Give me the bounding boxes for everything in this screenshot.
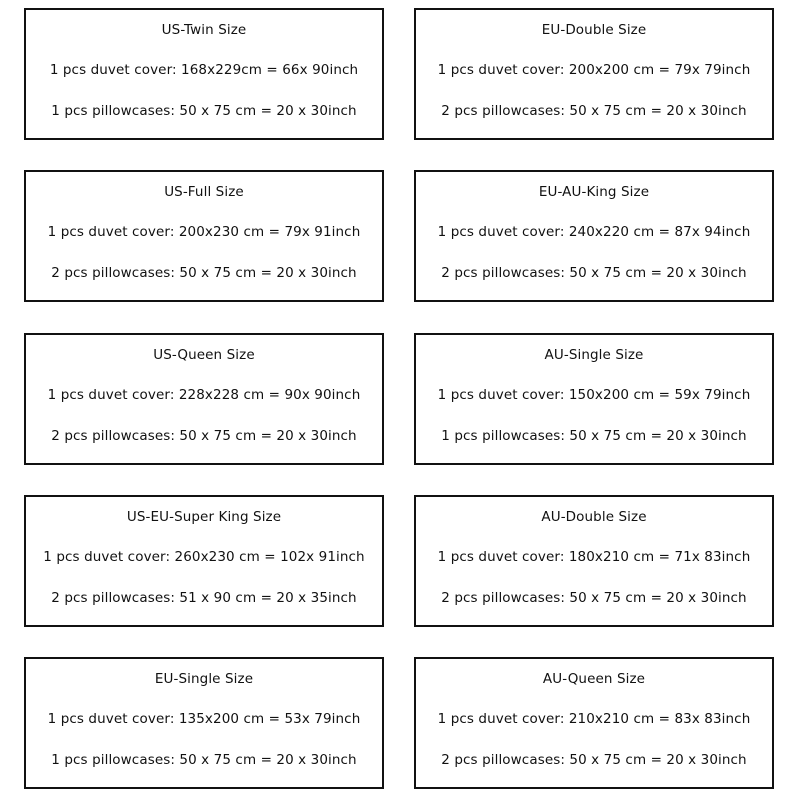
pillowcase-spec: 2 pcs pillowcases: 51 x 90 cm = 20 x 35inch — [51, 590, 357, 606]
duvet-cover-spec: 1 pcs duvet cover: 168x229cm = 66x 90inch — [49, 62, 359, 78]
size-title: US-Queen Size — [153, 347, 255, 363]
duvet-cover-spec: 1 pcs duvet cover: 135x200 cm = 53x 79inch — [47, 711, 361, 727]
duvet-cover-spec: 1 pcs duvet cover: 150x200 cm = 59x 79inch — [437, 387, 751, 403]
size-title: EU-AU-King Size — [538, 184, 650, 200]
size-card-us-eu-super-king — [24, 495, 384, 627]
pillowcase-spec: 2 pcs pillowcases: 50 x 75 cm = 20 x 30inch — [441, 752, 747, 768]
size-title: US-EU-Super King Size — [126, 509, 282, 525]
size-card-au-single — [414, 333, 774, 465]
size-title: AU-Single Size — [544, 347, 644, 363]
size-title: AU-Queen Size — [542, 671, 646, 687]
size-card-us-queen — [24, 333, 384, 465]
size-title: AU-Double Size — [541, 509, 647, 525]
pillowcase-spec: 1 pcs pillowcases: 50 x 75 cm = 20 x 30inch — [51, 103, 357, 119]
pillowcase-spec: 2 pcs pillowcases: 50 x 75 cm = 20 x 30inch — [441, 590, 747, 606]
size-card-eu-au-king — [414, 170, 774, 302]
size-title: EU-Double Size — [541, 22, 647, 38]
duvet-cover-spec: 1 pcs duvet cover: 180x210 cm = 71x 83inch — [437, 549, 751, 565]
pillowcase-spec: 2 pcs pillowcases: 50 x 75 cm = 20 x 30inch — [51, 265, 357, 281]
duvet-cover-spec: 1 pcs duvet cover: 200x200 cm = 79x 79inch — [437, 62, 751, 78]
size-card-au-queen — [414, 657, 774, 789]
pillowcase-spec: 2 pcs pillowcases: 50 x 75 cm = 20 x 30inch — [441, 265, 747, 281]
size-card-eu-double — [414, 8, 774, 140]
size-title: EU-Single Size — [154, 671, 254, 687]
pillowcase-spec: 2 pcs pillowcases: 50 x 75 cm = 20 x 30inch — [51, 428, 357, 444]
pillowcase-spec: 1 pcs pillowcases: 50 x 75 cm = 20 x 30inch — [51, 752, 357, 768]
pillowcase-spec: 1 pcs pillowcases: 50 x 75 cm = 20 x 30inch — [441, 428, 747, 444]
size-card-us-twin — [24, 8, 384, 140]
size-card-us-full — [24, 170, 384, 302]
duvet-cover-spec: 1 pcs duvet cover: 200x230 cm = 79x 91inch — [47, 224, 361, 240]
size-card-eu-single — [24, 657, 384, 789]
pillowcase-spec: 2 pcs pillowcases: 50 x 75 cm = 20 x 30inch — [441, 103, 747, 119]
duvet-cover-spec: 1 pcs duvet cover: 260x230 cm = 102x 91inch — [43, 549, 365, 565]
duvet-cover-spec: 1 pcs duvet cover: 228x228 cm = 90x 90inch — [47, 387, 361, 403]
size-card-au-double — [414, 495, 774, 627]
duvet-cover-spec: 1 pcs duvet cover: 240x220 cm = 87x 94inch — [437, 224, 751, 240]
duvet-cover-spec: 1 pcs duvet cover: 210x210 cm = 83x 83inch — [437, 711, 751, 727]
size-title: US-Full Size — [164, 184, 244, 200]
size-title: US-Twin Size — [161, 22, 247, 38]
